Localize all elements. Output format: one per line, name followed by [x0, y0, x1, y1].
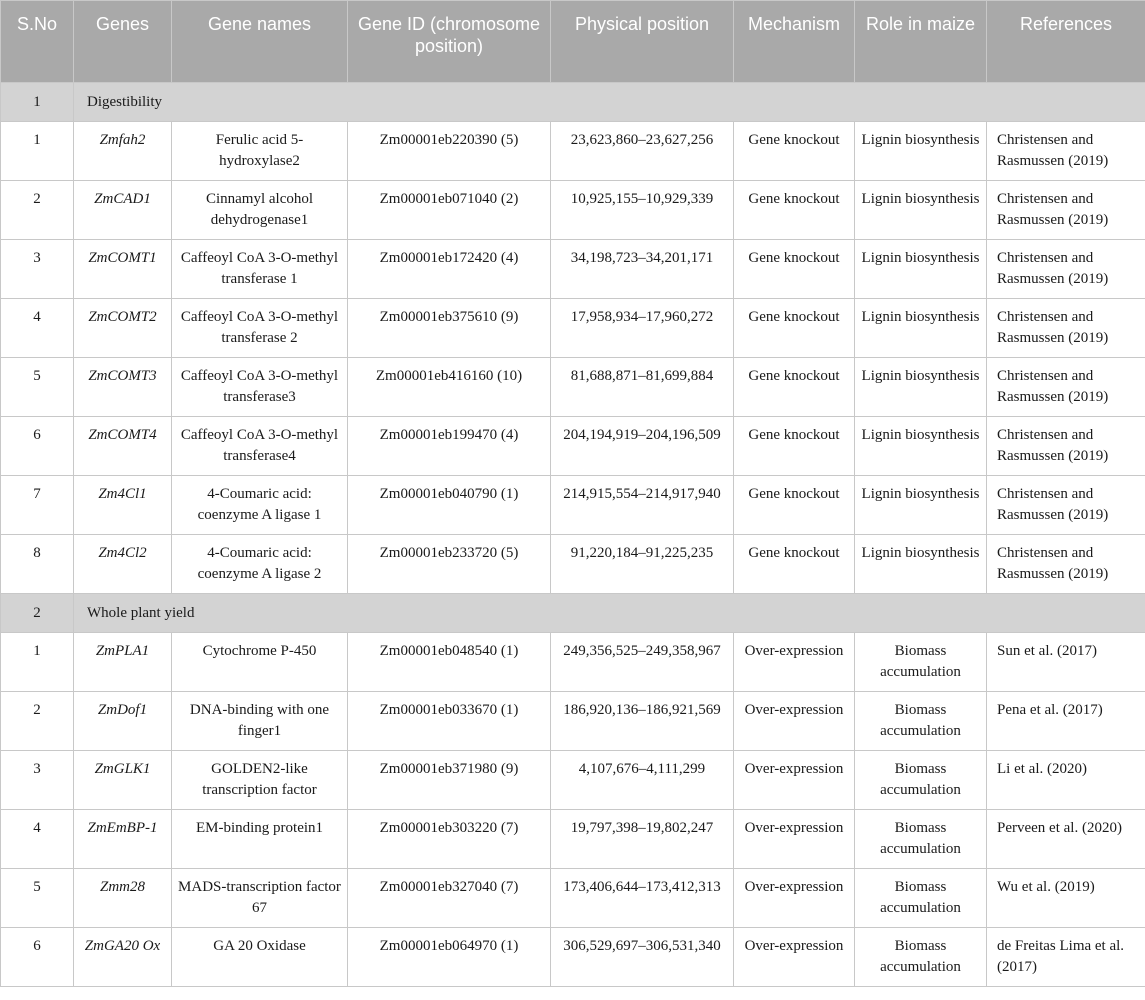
cell-gene-name: Caffeoyl CoA 3-O-methyl transferase 2 — [172, 299, 348, 358]
table-body — [1, 83, 1145, 987]
cell-role: Biomass accumulation — [855, 692, 987, 751]
cell-reference: Pena et al. (2017) — [987, 692, 1145, 751]
cell-reference: de Freitas Lima et al. (2017) — [987, 928, 1145, 987]
section-number: 1 — [1, 83, 74, 122]
table-row — [1, 869, 1145, 928]
cell-gene: ZmCOMT4 — [74, 417, 172, 476]
cell-reference: Sun et al. (2017) — [987, 633, 1145, 692]
cell-gene-name: Caffeoyl CoA 3-O-methyl transferase 1 — [172, 240, 348, 299]
cell-role: Biomass accumulation — [855, 928, 987, 987]
cell-gene-id: Zm00001eb375610 (9) — [348, 299, 551, 358]
cell-mechanism: Gene knockout — [734, 299, 855, 358]
cell-reference: Christensen and Rasmussen (2019) — [987, 476, 1145, 535]
cell-physical-position: 186,920,136–186,921,569 — [551, 692, 734, 751]
cell-gene-id: Zm00001eb040790 (1) — [348, 476, 551, 535]
section-number: 2 — [1, 594, 74, 633]
cell-gene: ZmGA20 Ox — [74, 928, 172, 987]
cell-mechanism: Gene knockout — [734, 476, 855, 535]
cell-physical-position: 10,925,155–10,929,339 — [551, 181, 734, 240]
header-sno: S.No — [1, 1, 74, 83]
cell-gene-name: Caffeoyl CoA 3-O-methyl transferase3 — [172, 358, 348, 417]
table-row — [1, 240, 1145, 299]
cell-reference: Christensen and Rasmussen (2019) — [987, 181, 1145, 240]
cell-physical-position: 91,220,184–91,225,235 — [551, 535, 734, 594]
cell-gene-id: Zm00001eb233720 (5) — [348, 535, 551, 594]
cell-physical-position: 173,406,644–173,412,313 — [551, 869, 734, 928]
cell-gene-name: GOLDEN2-like transcription factor — [172, 751, 348, 810]
cell-role: Lignin biosynthesis — [855, 535, 987, 594]
cell-gene-name: 4-Coumaric acid: coenzyme A ligase 2 — [172, 535, 348, 594]
cell-sno: 2 — [1, 692, 74, 751]
cell-gene: ZmCOMT3 — [74, 358, 172, 417]
cell-gene-id: Zm00001eb033670 (1) — [348, 692, 551, 751]
section-row — [1, 83, 1145, 122]
cell-physical-position: 249,356,525–249,358,967 — [551, 633, 734, 692]
cell-role: Lignin biosynthesis — [855, 181, 987, 240]
cell-mechanism: Over-expression — [734, 633, 855, 692]
cell-role: Lignin biosynthesis — [855, 417, 987, 476]
cell-sno: 5 — [1, 358, 74, 417]
header-row — [1, 1, 1145, 83]
table-row — [1, 751, 1145, 810]
cell-gene-id: Zm00001eb071040 (2) — [348, 181, 551, 240]
cell-sno: 1 — [1, 122, 74, 181]
cell-mechanism: Over-expression — [734, 751, 855, 810]
header-genes: Genes — [74, 1, 172, 83]
cell-mechanism: Over-expression — [734, 928, 855, 987]
header-gene-id: Gene ID (chromosome position) — [348, 1, 551, 83]
cell-sno: 6 — [1, 417, 74, 476]
cell-mechanism: Gene knockout — [734, 181, 855, 240]
cell-role: Lignin biosynthesis — [855, 240, 987, 299]
cell-gene: Zmm28 — [74, 869, 172, 928]
table-row — [1, 299, 1145, 358]
cell-sno: 6 — [1, 928, 74, 987]
table-row — [1, 535, 1145, 594]
cell-gene: ZmEmBP-1 — [74, 810, 172, 869]
cell-gene-id: Zm00001eb303220 (7) — [348, 810, 551, 869]
table-row — [1, 928, 1145, 987]
cell-role: Biomass accumulation — [855, 810, 987, 869]
cell-gene-id: Zm00001eb172420 (4) — [348, 240, 551, 299]
cell-role: Lignin biosynthesis — [855, 299, 987, 358]
cell-gene: Zm4Cl2 — [74, 535, 172, 594]
header-references: References — [987, 1, 1145, 83]
cell-gene-name: 4-Coumaric acid: coenzyme A ligase 1 — [172, 476, 348, 535]
cell-gene-name: DNA-binding with one finger1 — [172, 692, 348, 751]
cell-gene: ZmCAD1 — [74, 181, 172, 240]
table-row — [1, 476, 1145, 535]
cell-gene: ZmPLA1 — [74, 633, 172, 692]
cell-gene-name: Caffeoyl CoA 3-O-methyl transferase4 — [172, 417, 348, 476]
cell-reference: Christensen and Rasmussen (2019) — [987, 299, 1145, 358]
cell-sno: 8 — [1, 535, 74, 594]
cell-gene-id: Zm00001eb064970 (1) — [348, 928, 551, 987]
table-row — [1, 358, 1145, 417]
cell-gene: Zm4Cl1 — [74, 476, 172, 535]
table-row — [1, 692, 1145, 751]
cell-role: Lignin biosynthesis — [855, 122, 987, 181]
cell-sno: 4 — [1, 299, 74, 358]
cell-mechanism: Over-expression — [734, 692, 855, 751]
table-row — [1, 810, 1145, 869]
cell-sno: 7 — [1, 476, 74, 535]
cell-gene-name: GA 20 Oxidase — [172, 928, 348, 987]
cell-gene-name: Cinnamyl alcohol dehydrogenase1 — [172, 181, 348, 240]
table-row — [1, 417, 1145, 476]
cell-role: Biomass accumulation — [855, 751, 987, 810]
cell-physical-position: 34,198,723–34,201,171 — [551, 240, 734, 299]
cell-physical-position: 306,529,697–306,531,340 — [551, 928, 734, 987]
cell-mechanism: Gene knockout — [734, 417, 855, 476]
cell-role: Biomass accumulation — [855, 633, 987, 692]
cell-physical-position: 214,915,554–214,917,940 — [551, 476, 734, 535]
header-gene-names: Gene names — [172, 1, 348, 83]
cell-physical-position: 23,623,860–23,627,256 — [551, 122, 734, 181]
cell-physical-position: 19,797,398–19,802,247 — [551, 810, 734, 869]
cell-sno: 2 — [1, 181, 74, 240]
cell-role: Lignin biosynthesis — [855, 476, 987, 535]
cell-mechanism: Gene knockout — [734, 358, 855, 417]
cell-physical-position: 17,958,934–17,960,272 — [551, 299, 734, 358]
section-title: Whole plant yield — [74, 594, 1145, 633]
cell-gene-id: Zm00001eb371980 (9) — [348, 751, 551, 810]
cell-mechanism: Over-expression — [734, 869, 855, 928]
table-row — [1, 633, 1145, 692]
cell-physical-position: 204,194,919–204,196,509 — [551, 417, 734, 476]
cell-gene-id: Zm00001eb327040 (7) — [348, 869, 551, 928]
cell-gene: ZmGLK1 — [74, 751, 172, 810]
cell-mechanism: Gene knockout — [734, 122, 855, 181]
cell-reference: Christensen and Rasmussen (2019) — [987, 358, 1145, 417]
cell-reference: Christensen and Rasmussen (2019) — [987, 122, 1145, 181]
cell-reference: Li et al. (2020) — [987, 751, 1145, 810]
table-row — [1, 181, 1145, 240]
cell-gene-id: Zm00001eb220390 (5) — [348, 122, 551, 181]
header-mechanism: Mechanism — [734, 1, 855, 83]
cell-reference: Wu et al. (2019) — [987, 869, 1145, 928]
table-row — [1, 122, 1145, 181]
section-title: Digestibility — [74, 83, 1145, 122]
cell-gene-name: Cytochrome P-450 — [172, 633, 348, 692]
cell-gene-name: EM-binding protein1 — [172, 810, 348, 869]
cell-reference: Christensen and Rasmussen (2019) — [987, 535, 1145, 594]
cell-role: Biomass accumulation — [855, 869, 987, 928]
cell-sno: 1 — [1, 633, 74, 692]
cell-role: Lignin biosynthesis — [855, 358, 987, 417]
cell-sno: 5 — [1, 869, 74, 928]
cell-reference: Christensen and Rasmussen (2019) — [987, 240, 1145, 299]
section-row — [1, 594, 1145, 633]
cell-gene-name: Ferulic acid 5-hydroxylase2 — [172, 122, 348, 181]
cell-gene: Zmfah2 — [74, 122, 172, 181]
cell-mechanism: Gene knockout — [734, 240, 855, 299]
cell-sno: 3 — [1, 751, 74, 810]
cell-gene-id: Zm00001eb416160 (10) — [348, 358, 551, 417]
cell-gene-id: Zm00001eb048540 (1) — [348, 633, 551, 692]
cell-physical-position: 81,688,871–81,699,884 — [551, 358, 734, 417]
cell-sno: 4 — [1, 810, 74, 869]
header-physical-position: Physical position — [551, 1, 734, 83]
cell-reference: Perveen et al. (2020) — [987, 810, 1145, 869]
cell-mechanism: Gene knockout — [734, 535, 855, 594]
cell-sno: 3 — [1, 240, 74, 299]
cell-gene: ZmDof1 — [74, 692, 172, 751]
cell-gene-name: MADS-transcription factor 67 — [172, 869, 348, 928]
cell-mechanism: Over-expression — [734, 810, 855, 869]
cell-physical-position: 4,107,676–4,111,299 — [551, 751, 734, 810]
cell-gene: ZmCOMT2 — [74, 299, 172, 358]
cell-gene-id: Zm00001eb199470 (4) — [348, 417, 551, 476]
header-role: Role in maize — [855, 1, 987, 83]
cell-reference: Christensen and Rasmussen (2019) — [987, 417, 1145, 476]
cell-gene: ZmCOMT1 — [74, 240, 172, 299]
